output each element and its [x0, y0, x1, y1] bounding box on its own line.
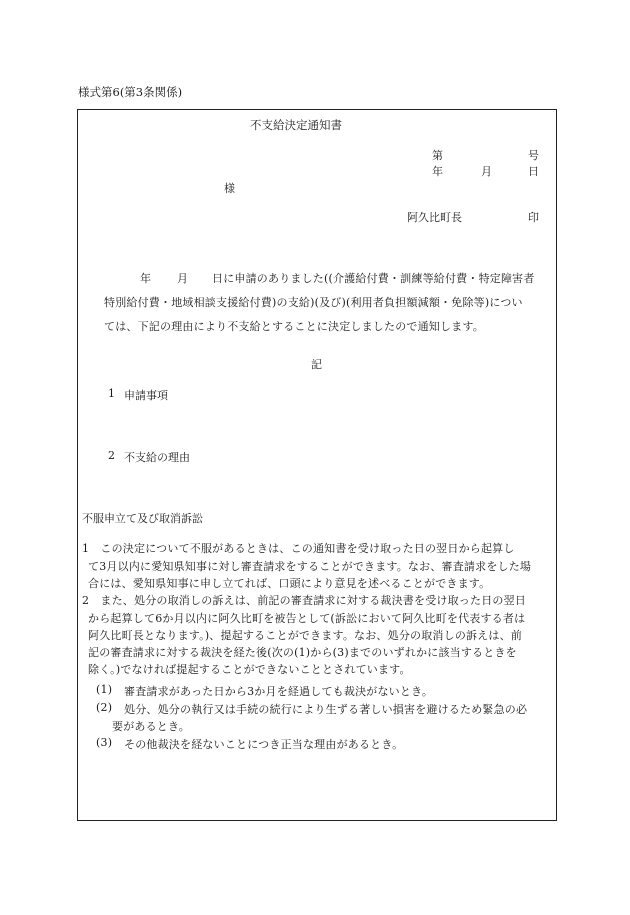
sub-item-2-text-line1: 処分、処分の執行又は手続の続行により生ずる著しい損害を避けるため緊急の必 — [124, 703, 528, 716]
date-month: 月 — [481, 165, 492, 178]
sub-item-1-text: 審査請求があった日から3か月を経過しても裁決がないとき。 — [124, 685, 434, 698]
issuer-seal: 印 — [528, 211, 539, 224]
issuer-name: 阿久比町長 — [407, 211, 462, 224]
item-1-number: 1 — [108, 387, 115, 400]
appeal-p2-line5: 除く。)でなければ提起することができないこととされています。 — [88, 663, 411, 676]
form-number: 様式第6(第3条関係) — [78, 85, 183, 99]
appeal-p1-line2: て3月以内に愛知県知事に対し審査請求をすることができます。なお、審査請求をした場 — [88, 560, 532, 573]
sub-item-3-text: その他裁決を経ないことにつき正当な理由があるとき。 — [124, 738, 404, 751]
appeal-p2-line2: から起算して6か月以内に阿久比町を被告として(訴訟において阿久比町を代表する者は — [88, 612, 526, 625]
addressee-suffix: 様 — [224, 182, 235, 195]
item-2-number: 2 — [108, 449, 115, 462]
sub-item-3-number: (3) — [96, 736, 113, 749]
doc-number-go: 号 — [528, 149, 539, 162]
intro-line2: 特別給付費・地域相談支援給付費)の支給)(及び)(利用者負担額減額・免除等)につい — [104, 296, 523, 309]
appeal-heading: 不服申立て及び取消訴訟 — [82, 512, 203, 525]
item-1-label: 申請事項 — [124, 389, 168, 402]
doc-number-dai: 第 — [432, 149, 443, 162]
sub-item-2-text-line2: 要があるとき。 — [112, 720, 190, 733]
sub-item-2-number: (2) — [96, 701, 113, 714]
intro-month: 月 — [177, 272, 189, 285]
appeal-p1-line1: 1 この決定について不服があるときは、この通知書を受け取った日の翌日から起算し — [82, 542, 515, 555]
intro-year: 年 — [140, 272, 152, 285]
intro-line3: ては、下記の理由により不支給とすることに決定しましたので通知します。 — [104, 320, 484, 333]
appeal-p2-line1: 2 また、処分の取消しの訴えは、前記の審査請求に対する裁決書を受け取った日の翌日 — [82, 594, 526, 607]
sub-item-1-number: (1) — [96, 683, 113, 696]
ki-mark: 記 — [311, 358, 322, 371]
appeal-p2-line3: 阿久比町長となります。)、提起することができます。なお、処分の取消しの訴えは、前 — [88, 629, 523, 642]
appeal-p2-line4: 記の審査請求に対する裁決を経た後(次の(1)から(3)までのいずれかに該当するときを — [88, 646, 517, 659]
item-2-label: 不支給の理由 — [124, 451, 190, 464]
appeal-p1-line3: 合には、愛知県知事に申し立てれば、口頭により意見を述べることができます。 — [88, 577, 491, 590]
intro-line1: 日に申請のありました((介護給付費・訓練等給付費・特定障害者 — [212, 272, 535, 285]
document-title: 不支給決定通知書 — [250, 118, 342, 132]
date-day: 日 — [528, 165, 539, 178]
date-year: 年 — [432, 165, 443, 178]
